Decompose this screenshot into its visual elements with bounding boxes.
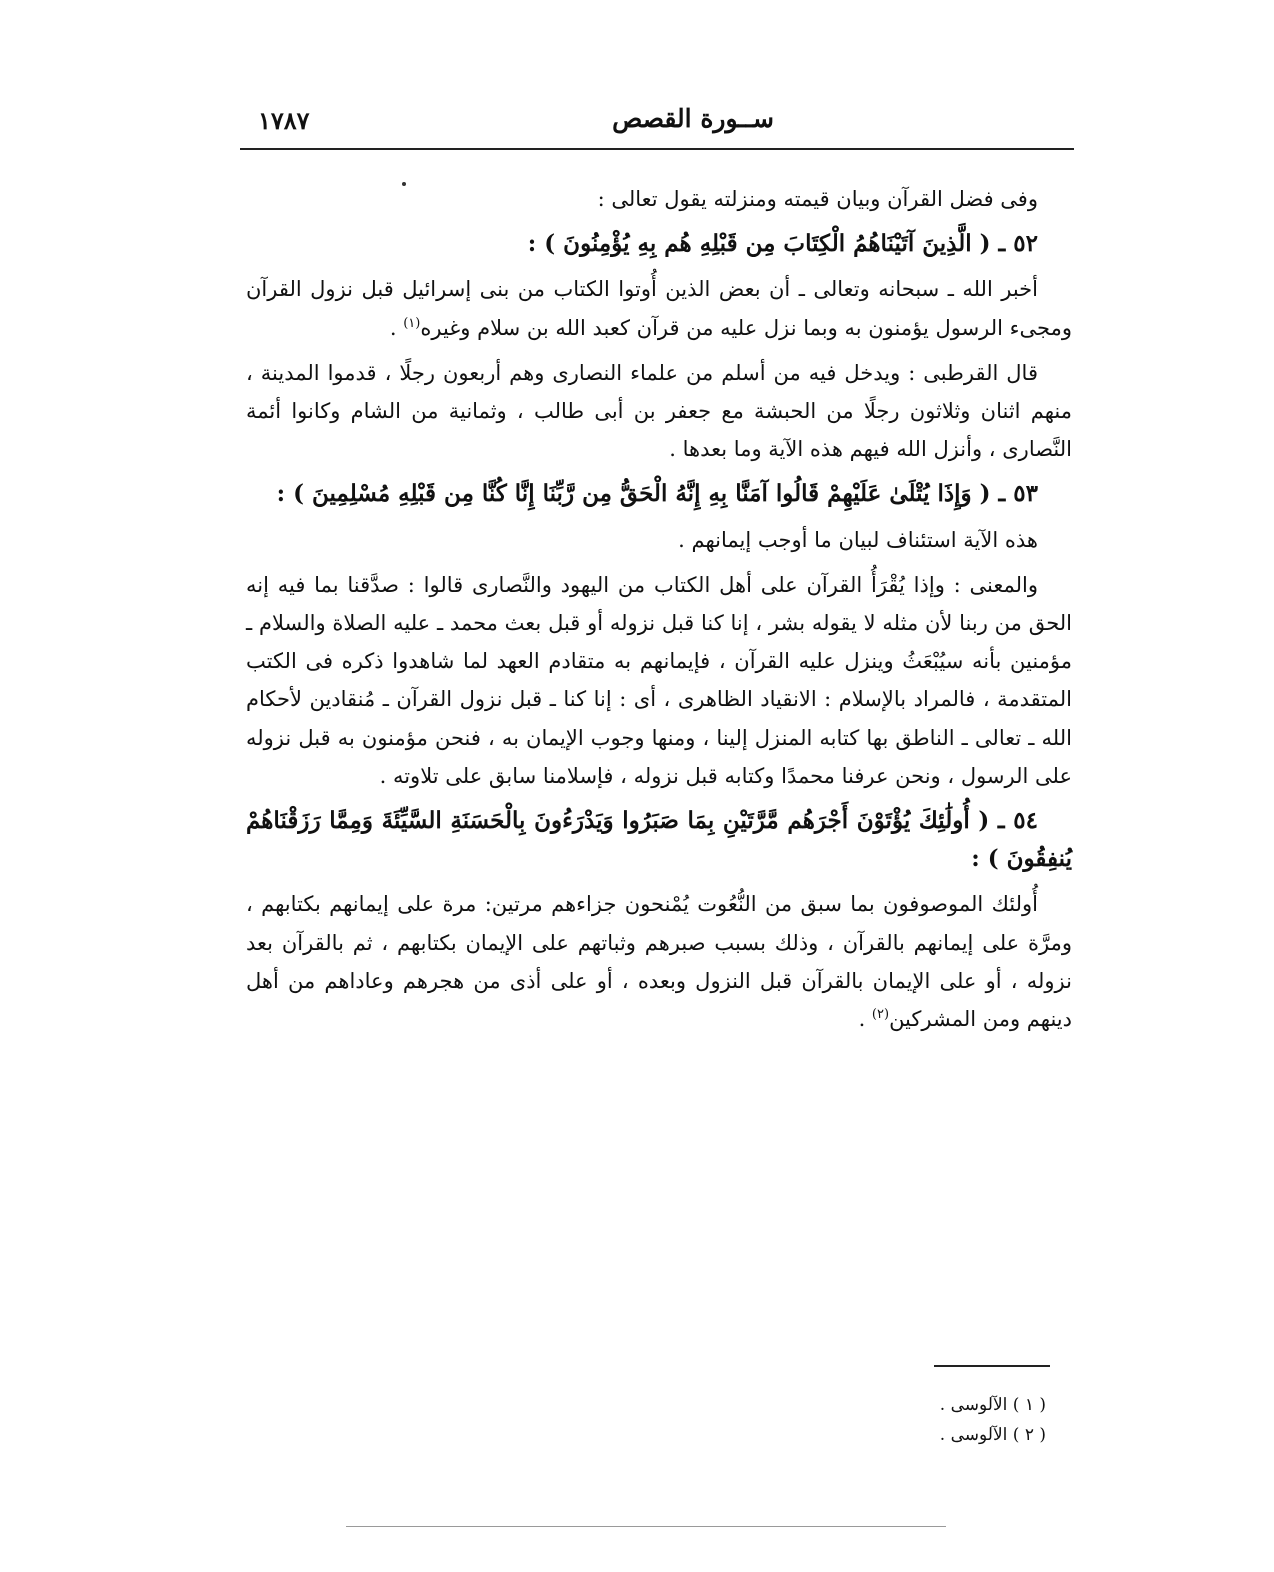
paragraph: وفى فضل القرآن وبيان قيمته ومنزلته يقول تعالى : [597,187,1038,211]
verse-text: ( أُولَٰئِكَ يُؤْتَوْنَ أَجْرَهُم مَّرَّتَيْنِ بِمَا صَبَرُوا وَيَدْرَءُونَ بِالْحَسَنَةِ السَّيِّئَةَ وَمِمَّا رَزَقْنَاهُمْ يُنفِقُونَ ) : [246,807,1072,873]
verse-number: ٥٢ ـ [998,230,1038,258]
verse-53 [246,475,1072,513]
paragraph [246,270,1072,346]
paragraph [246,885,1072,1038]
verse-text: ( الَّذِينَ آتَيْنَاهُمُ الْكِتَابَ مِن قَبْلِهِ هُم بِهِ يُؤْمِنُونَ ) : [527,230,991,258]
footnote-2: ( ٢ ) الآلوسى . [939,1425,1046,1445]
paragraph-tail: . [858,1007,872,1032]
header-rule [240,148,1074,150]
bottom-rule [346,1526,946,1527]
verse-52 [246,225,1072,263]
paragraph: والمعنى : وإذا يُقْرَأُ القرآن على أهل الكتاب من اليهود والنَّصارى قالوا : صدَّقنا بما فيه إنه الحق من ربنا لأن مثله لا يقوله بشر ، إنا كنا قبل نزوله أو قبل بعث محمد ـ عليه الصلاة والسلام ـ مؤمنين بأنه سيُبْعَثُ وينزل عليه القرآن ، فإيمانهم به متقادم العهد لما شاهدوا ذكره فى الكتب المتقدمة ، فالمراد بالإسلام : الانقياد الظاهرى ، أى : إنا كنا ـ قبل نزول القرآن ـ مُنقادين لأحكام الله ـ تعالى ـ الناطق بها كتابه المنزل إلينا ، ومنها وجوب الإيمان به ، فنحن مؤمنون به قبل نزوله على الرسول ، ونحن عرفنا محمدًا وكتابه قبل نزوله ، فإسلامنا سابق على تلاوته . [246,572,1072,788]
page-number: ١٧٨٧ [258,106,310,135]
footnote-1: ( ١ ) الآلوسى . [939,1395,1046,1415]
footnote-ref: (٢) [871,1007,890,1023]
verse-number: ٥٤ ـ [997,807,1038,835]
page-header [240,98,1074,148]
verse-number: ٥٣ ـ [998,480,1038,508]
surah-title: ســورة القصص [612,104,774,133]
verse-54 [246,802,1072,878]
paragraph-tail: . [389,315,404,340]
footnote-rule [934,1365,1050,1367]
paragraph: هذه الآية استئناف لبيان ما أوجب إيمانهم . [678,527,1038,552]
footnotes [700,1390,1046,1450]
body-text [246,180,1072,1045]
paragraph-text: أخبر الله ـ سبحانه وتعالى ـ أن بعض الذين أُوتوا الكتاب من بنى إسرائيل قبل نزول القرآن ومجىء الرسول يؤمنون به وبما نزل عليه من قرآن كعبد الله بن سلام وغيره [246,277,1072,340]
paragraph-text: أُولئك الموصوفون بما سبق من النُّعُوت يُمْنحون جزاءهم مرتين: مرة على إيمانهم بكتابهم ، ومرَّة على إيمانهم بالقرآن ، وذلك بسبب صبرهم وثباتهم على الإيمان بكتابهم ، ثم بالقرآن بعد نزوله ، أو على الإيمان بالقرآن قبل النزول وبعده ، أو على أذى من هجرهم وعاداهم من أهل دينهم ومن المشركين [246,892,1072,1032]
footnote-ref: (١) [403,315,421,331]
paragraph: قال القرطبى : ويدخل فيه من أسلم من علماء النصارى وهم أربعون رجلًا ، قدموا المدينة ، منهم اثنان وثلاثون رجلًا من الحبشة مع جعفر بن أبى طالب ، وثمانية من الشام وكانوا أئمة النَّصارى ، وأنزل الله فيهم هذه الآية وما بعدها . [246,360,1072,462]
verse-text: ( وَإِذَا يُتْلَىٰ عَلَيْهِمْ قَالُوا آمَنَّا بِهِ إِنَّهُ الْحَقُّ مِن رَّبِّنَا إِنَّا كُنَّا مِن قَبْلِهِ مُسْلِمِينَ ) : [276,480,991,508]
